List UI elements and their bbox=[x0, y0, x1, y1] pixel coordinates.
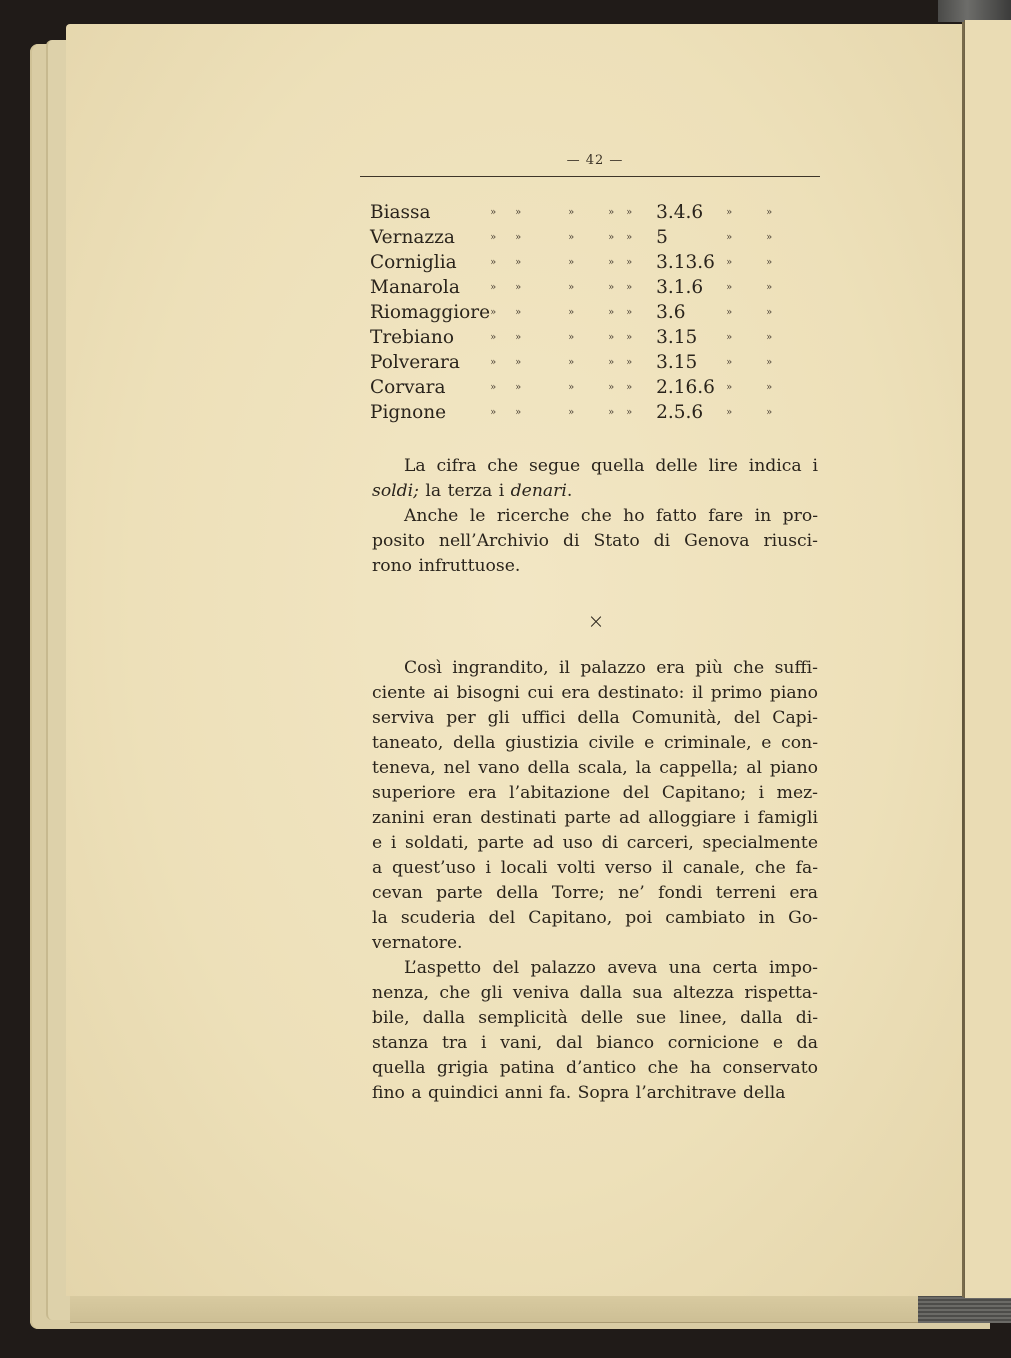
ditto-mark: » bbox=[568, 382, 575, 393]
ditto-mark: » bbox=[568, 257, 575, 268]
ledger-place: Trebiano bbox=[370, 327, 454, 348]
ditto-mark: » bbox=[726, 357, 733, 368]
paragraph-archive bbox=[372, 504, 818, 579]
ditto-mark: » bbox=[766, 282, 773, 293]
ditto-mark: » bbox=[726, 382, 733, 393]
ledger-place: Polverara bbox=[370, 352, 460, 373]
ledger-row bbox=[370, 300, 786, 325]
ditto-mark: » bbox=[490, 307, 497, 318]
ditto-mark: » bbox=[568, 232, 575, 243]
facing-page-sliver bbox=[964, 20, 1011, 1298]
ditto-mark: » bbox=[608, 207, 615, 218]
ledger-table bbox=[370, 200, 786, 425]
paragraph-palazzo bbox=[372, 656, 818, 956]
ledger-row bbox=[370, 275, 786, 300]
ditto-mark: » bbox=[568, 207, 575, 218]
ditto-mark: » bbox=[608, 332, 615, 343]
ditto-mark: » bbox=[726, 307, 733, 318]
ditto-mark: » bbox=[626, 382, 633, 393]
paragraph-line: rono infruttuose. bbox=[372, 556, 521, 576]
ditto-mark: » bbox=[608, 357, 615, 368]
section-separator-cross: × bbox=[587, 609, 605, 633]
ditto-mark: » bbox=[490, 332, 497, 343]
ditto-mark: » bbox=[490, 257, 497, 268]
paragraph-aspetto bbox=[372, 956, 818, 1106]
ditto-mark: » bbox=[515, 382, 522, 393]
text-fragment: la terza i bbox=[418, 481, 511, 501]
ledger-place: Biassa bbox=[370, 202, 431, 223]
ditto-mark: » bbox=[626, 357, 633, 368]
paragraph-line: serviva per gli uffici della Comunità, del Capi- bbox=[372, 708, 818, 728]
paragraph-line: taneato, della giustizia civile e criminale, e con- bbox=[372, 733, 818, 753]
header-rule bbox=[360, 176, 820, 177]
ledger-place: Vernazza bbox=[370, 227, 455, 248]
paragraph-line: vernatore. bbox=[372, 933, 463, 953]
ledger-amount: 3.6 bbox=[656, 302, 686, 323]
ledger-place: Pignone bbox=[370, 402, 447, 423]
paragraph-line: superiore era l’abitazione del Capitano; i mez- bbox=[372, 783, 818, 803]
ledger-row bbox=[370, 400, 786, 425]
paragraph-line: cevan parte della Torre; ne’ fondi terreni era bbox=[372, 883, 818, 903]
ditto-mark: » bbox=[766, 232, 773, 243]
text-fragment: . bbox=[566, 481, 573, 501]
ditto-mark: » bbox=[726, 207, 733, 218]
ditto-mark: » bbox=[626, 307, 633, 318]
ditto-mark: » bbox=[726, 332, 733, 343]
ledger-amount: 3.4.6 bbox=[656, 202, 704, 223]
ditto-mark: » bbox=[766, 307, 773, 318]
paragraph-line: e i soldati, parte ad uso di carceri, specialmente bbox=[372, 833, 818, 853]
ledger-row bbox=[370, 350, 786, 375]
ditto-mark: » bbox=[515, 307, 522, 318]
ditto-mark: » bbox=[766, 407, 773, 418]
ditto-mark: » bbox=[568, 332, 575, 343]
ditto-mark: » bbox=[608, 232, 615, 243]
ledger-amount: 5 bbox=[656, 227, 668, 248]
ditto-mark: » bbox=[490, 382, 497, 393]
ditto-mark: » bbox=[608, 282, 615, 293]
ledger-amount: 2.5.6 bbox=[656, 402, 704, 423]
paragraph-line: Così ingrandito, il palazzo era più che suffi- bbox=[404, 658, 818, 678]
ditto-mark: » bbox=[626, 282, 633, 293]
book-spine-top bbox=[938, 0, 1011, 22]
page-number: — 42 — bbox=[566, 153, 624, 168]
ledger-place: Riomaggiore bbox=[370, 302, 491, 323]
ditto-mark: » bbox=[568, 282, 575, 293]
page-content bbox=[360, 150, 820, 1106]
ditto-mark: » bbox=[766, 382, 773, 393]
paragraph-line: ciente ai bisogni cui era destinato: il primo piano bbox=[372, 683, 818, 703]
ditto-mark: » bbox=[726, 232, 733, 243]
ledger-row bbox=[370, 325, 786, 350]
ditto-mark: » bbox=[626, 407, 633, 418]
ditto-mark: » bbox=[766, 257, 773, 268]
ditto-mark: » bbox=[515, 207, 522, 218]
page-bottom-edge bbox=[70, 1296, 950, 1323]
ditto-mark: » bbox=[626, 332, 633, 343]
ditto-mark: » bbox=[766, 332, 773, 343]
ditto-mark: » bbox=[490, 232, 497, 243]
ditto-mark: » bbox=[568, 407, 575, 418]
ditto-mark: » bbox=[515, 282, 522, 293]
ditto-mark: » bbox=[515, 257, 522, 268]
paragraph-line: quella grigia patina d’antico che ha conservato bbox=[372, 1058, 818, 1078]
ditto-mark: » bbox=[490, 207, 497, 218]
ditto-mark: » bbox=[515, 357, 522, 368]
ditto-mark: » bbox=[626, 257, 633, 268]
ledger-amount: 3.15 bbox=[656, 352, 698, 373]
ledger-amount: 3.13.6 bbox=[656, 252, 715, 273]
ledger-row bbox=[370, 200, 786, 225]
ditto-mark: » bbox=[608, 407, 615, 418]
ledger-place: Corvara bbox=[370, 377, 446, 398]
ditto-mark: » bbox=[490, 282, 497, 293]
paragraph-line: bile, dalla semplicità delle sue linee, dalla di- bbox=[372, 1008, 818, 1028]
ditto-mark: » bbox=[766, 357, 773, 368]
ledger-amount: 2.16.6 bbox=[656, 377, 715, 398]
paragraph-line: teneva, nel vano della scala, la cappella; al piano bbox=[372, 758, 818, 778]
ditto-mark: » bbox=[490, 357, 497, 368]
ditto-mark: » bbox=[515, 332, 522, 343]
ditto-mark: » bbox=[766, 207, 773, 218]
ditto-mark: » bbox=[568, 307, 575, 318]
paragraph-line bbox=[372, 479, 818, 504]
ditto-mark: » bbox=[626, 207, 633, 218]
italic-denari: denari bbox=[510, 481, 567, 501]
paragraph-line: nenza, che gli veniva dalla sua altezza rispetta- bbox=[372, 983, 818, 1003]
ledger-place: Manarola bbox=[370, 277, 460, 298]
ledger-row bbox=[370, 375, 786, 400]
paragraph-line: La cifra che segue quella delle lire indica i bbox=[404, 456, 818, 476]
ditto-mark: » bbox=[608, 382, 615, 393]
ledger-row bbox=[370, 250, 786, 275]
ledger-amount: 3.1.6 bbox=[656, 277, 704, 298]
ditto-mark: » bbox=[726, 257, 733, 268]
ditto-mark: » bbox=[515, 232, 522, 243]
ditto-mark: » bbox=[726, 407, 733, 418]
ledger-amount: 3.15 bbox=[656, 327, 698, 348]
paragraph-line: posito nell’Archivio di Stato di Genova riusci- bbox=[372, 531, 818, 551]
paragraph-line: stanza tra i vani, dal bianco cornicione e da bbox=[372, 1033, 818, 1053]
paragraph-line: zanini eran destinati parte ad alloggiare i famigli bbox=[372, 808, 818, 828]
paragraph-line: L’aspetto del palazzo aveva una certa impo- bbox=[404, 958, 818, 978]
italic-soldi: soldi; bbox=[372, 481, 419, 501]
paragraph-line: fino a quindici anni fa. Sopra l’architrave della bbox=[372, 1083, 786, 1103]
ditto-mark: » bbox=[568, 357, 575, 368]
ditto-mark: » bbox=[608, 307, 615, 318]
ditto-mark: » bbox=[608, 257, 615, 268]
ditto-mark: » bbox=[515, 407, 522, 418]
paragraph-line: a quest’uso i locali volti verso il canale, che fa- bbox=[372, 858, 818, 878]
ditto-mark: » bbox=[726, 282, 733, 293]
page-gutter bbox=[962, 22, 964, 1297]
ledger-place: Corniglia bbox=[370, 252, 457, 273]
paragraph-note bbox=[372, 454, 818, 504]
paragraph-line: la scuderia del Capitano, poi cambiato in Go- bbox=[372, 908, 818, 928]
paragraph-line: Anche le ricerche che ho fatto fare in pro- bbox=[404, 506, 818, 526]
ledger-row bbox=[370, 225, 786, 250]
ditto-mark: » bbox=[626, 232, 633, 243]
ditto-mark: » bbox=[490, 407, 497, 418]
